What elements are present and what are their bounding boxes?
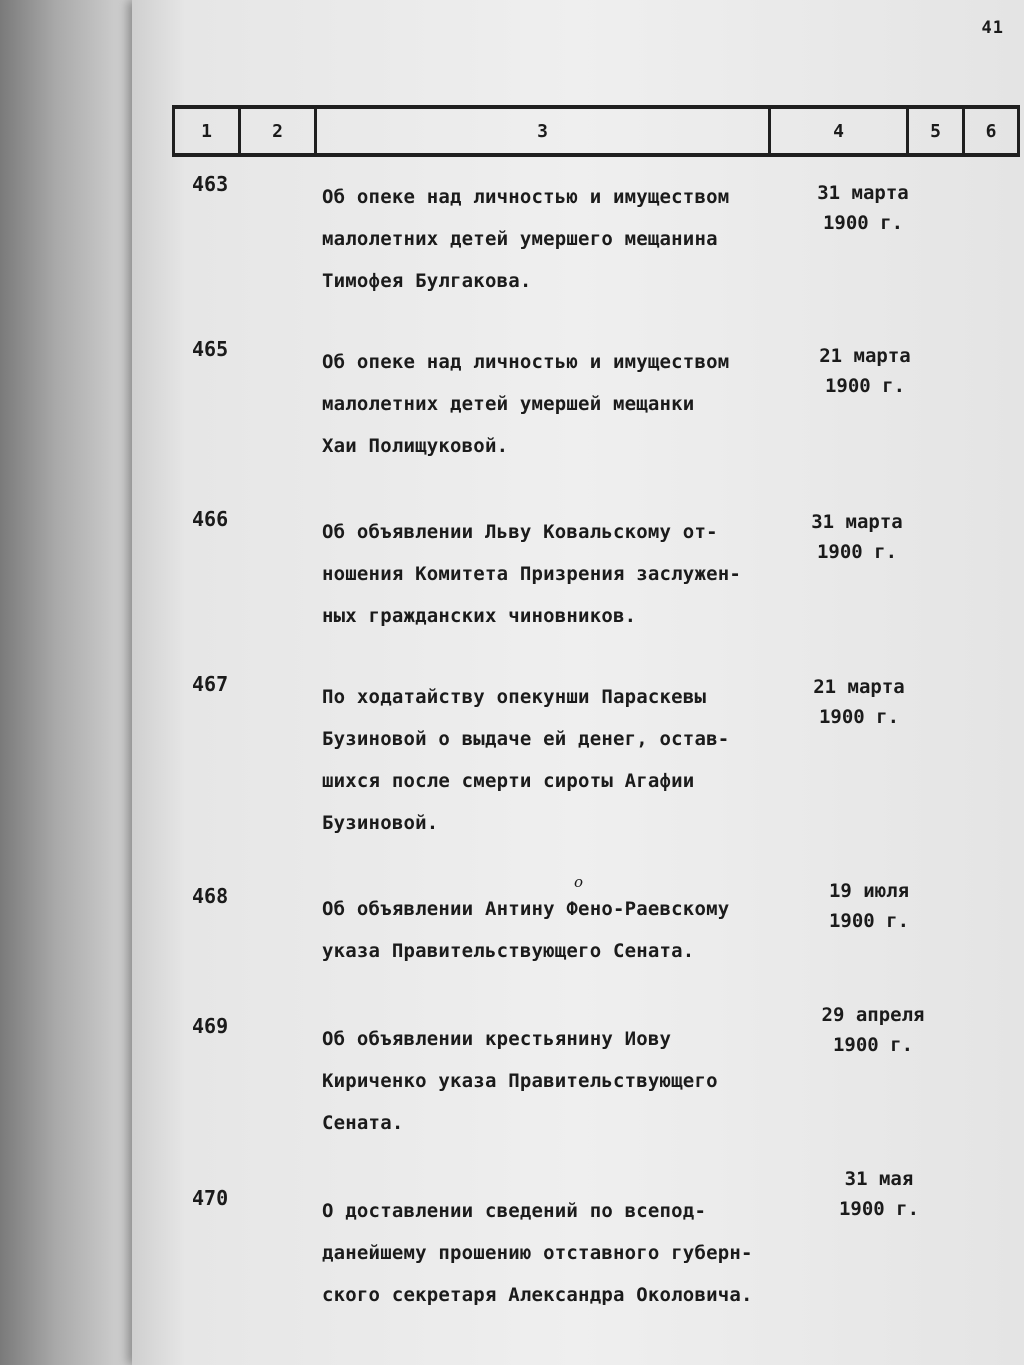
handwritten-correction-mark: о — [574, 873, 584, 891]
entry-date: 31 марта 1900 г. — [817, 182, 909, 234]
book-spine-shadow — [0, 0, 140, 1365]
entry-description: Об опеке над личностью и имуществом малолетних детей умершей мещанки Хаи Полищуковой. — [322, 351, 730, 457]
column-header-3: 3 — [314, 109, 768, 153]
entry-date: 19 июля 1900 г. — [828, 880, 910, 932]
entry-description: По ходатайству опекунши Параскевы Бузиновой о выдаче ей денег, остав- шихся после смерти сироты Агафии Бузиновой. — [322, 686, 730, 834]
column-header-6: 6 — [962, 109, 1020, 153]
entry-date: 21 марта 1900 г. — [819, 345, 911, 397]
entry-description: Об объявлении Антину Фено-Раевскому указа Правительствующего Сената. — [322, 898, 730, 962]
page-number: 41 — [981, 18, 1004, 38]
entry-date: 21 марта 1900 г. — [813, 676, 905, 728]
entry-date: 31 мая 1900 г. — [838, 1168, 920, 1220]
entry-number: 469 — [192, 1014, 229, 1038]
entry-date: 29 апреля 1900 г. — [821, 1004, 925, 1056]
column-header-5: 5 — [906, 109, 962, 153]
column-header-1: 1 — [172, 109, 238, 153]
entry-number: 463 — [192, 172, 229, 196]
column-header-4: 4 — [768, 109, 906, 153]
entry-description: Об опеке над личностью и имуществом малолетних детей умершего мещанина Тимофея Булгакова. — [322, 186, 730, 292]
column-header-row — [172, 105, 1020, 157]
entry-number: 468 — [192, 884, 229, 908]
entry-number: 465 — [192, 337, 229, 361]
entry-number: 467 — [192, 672, 229, 696]
column-header-2: 2 — [238, 109, 314, 153]
entry-number: 470 — [192, 1186, 229, 1210]
entry-description: Об объявлении Льву Ковальскому от- ношения Комитета Призрения заслужен- ных гражданских чиновников. — [322, 521, 742, 627]
entry-number: 466 — [192, 507, 229, 531]
entry-date: 31 марта 1900 г. — [811, 511, 903, 563]
entry-description: Об объявлении крестьянину Иову Кириченко указа Правительствующего Сената. — [322, 1028, 718, 1134]
entry-description: О доставлении сведений по всепод- данейшему прошению отставного губерн- ского секретаря Александра Околовича. — [322, 1200, 753, 1306]
